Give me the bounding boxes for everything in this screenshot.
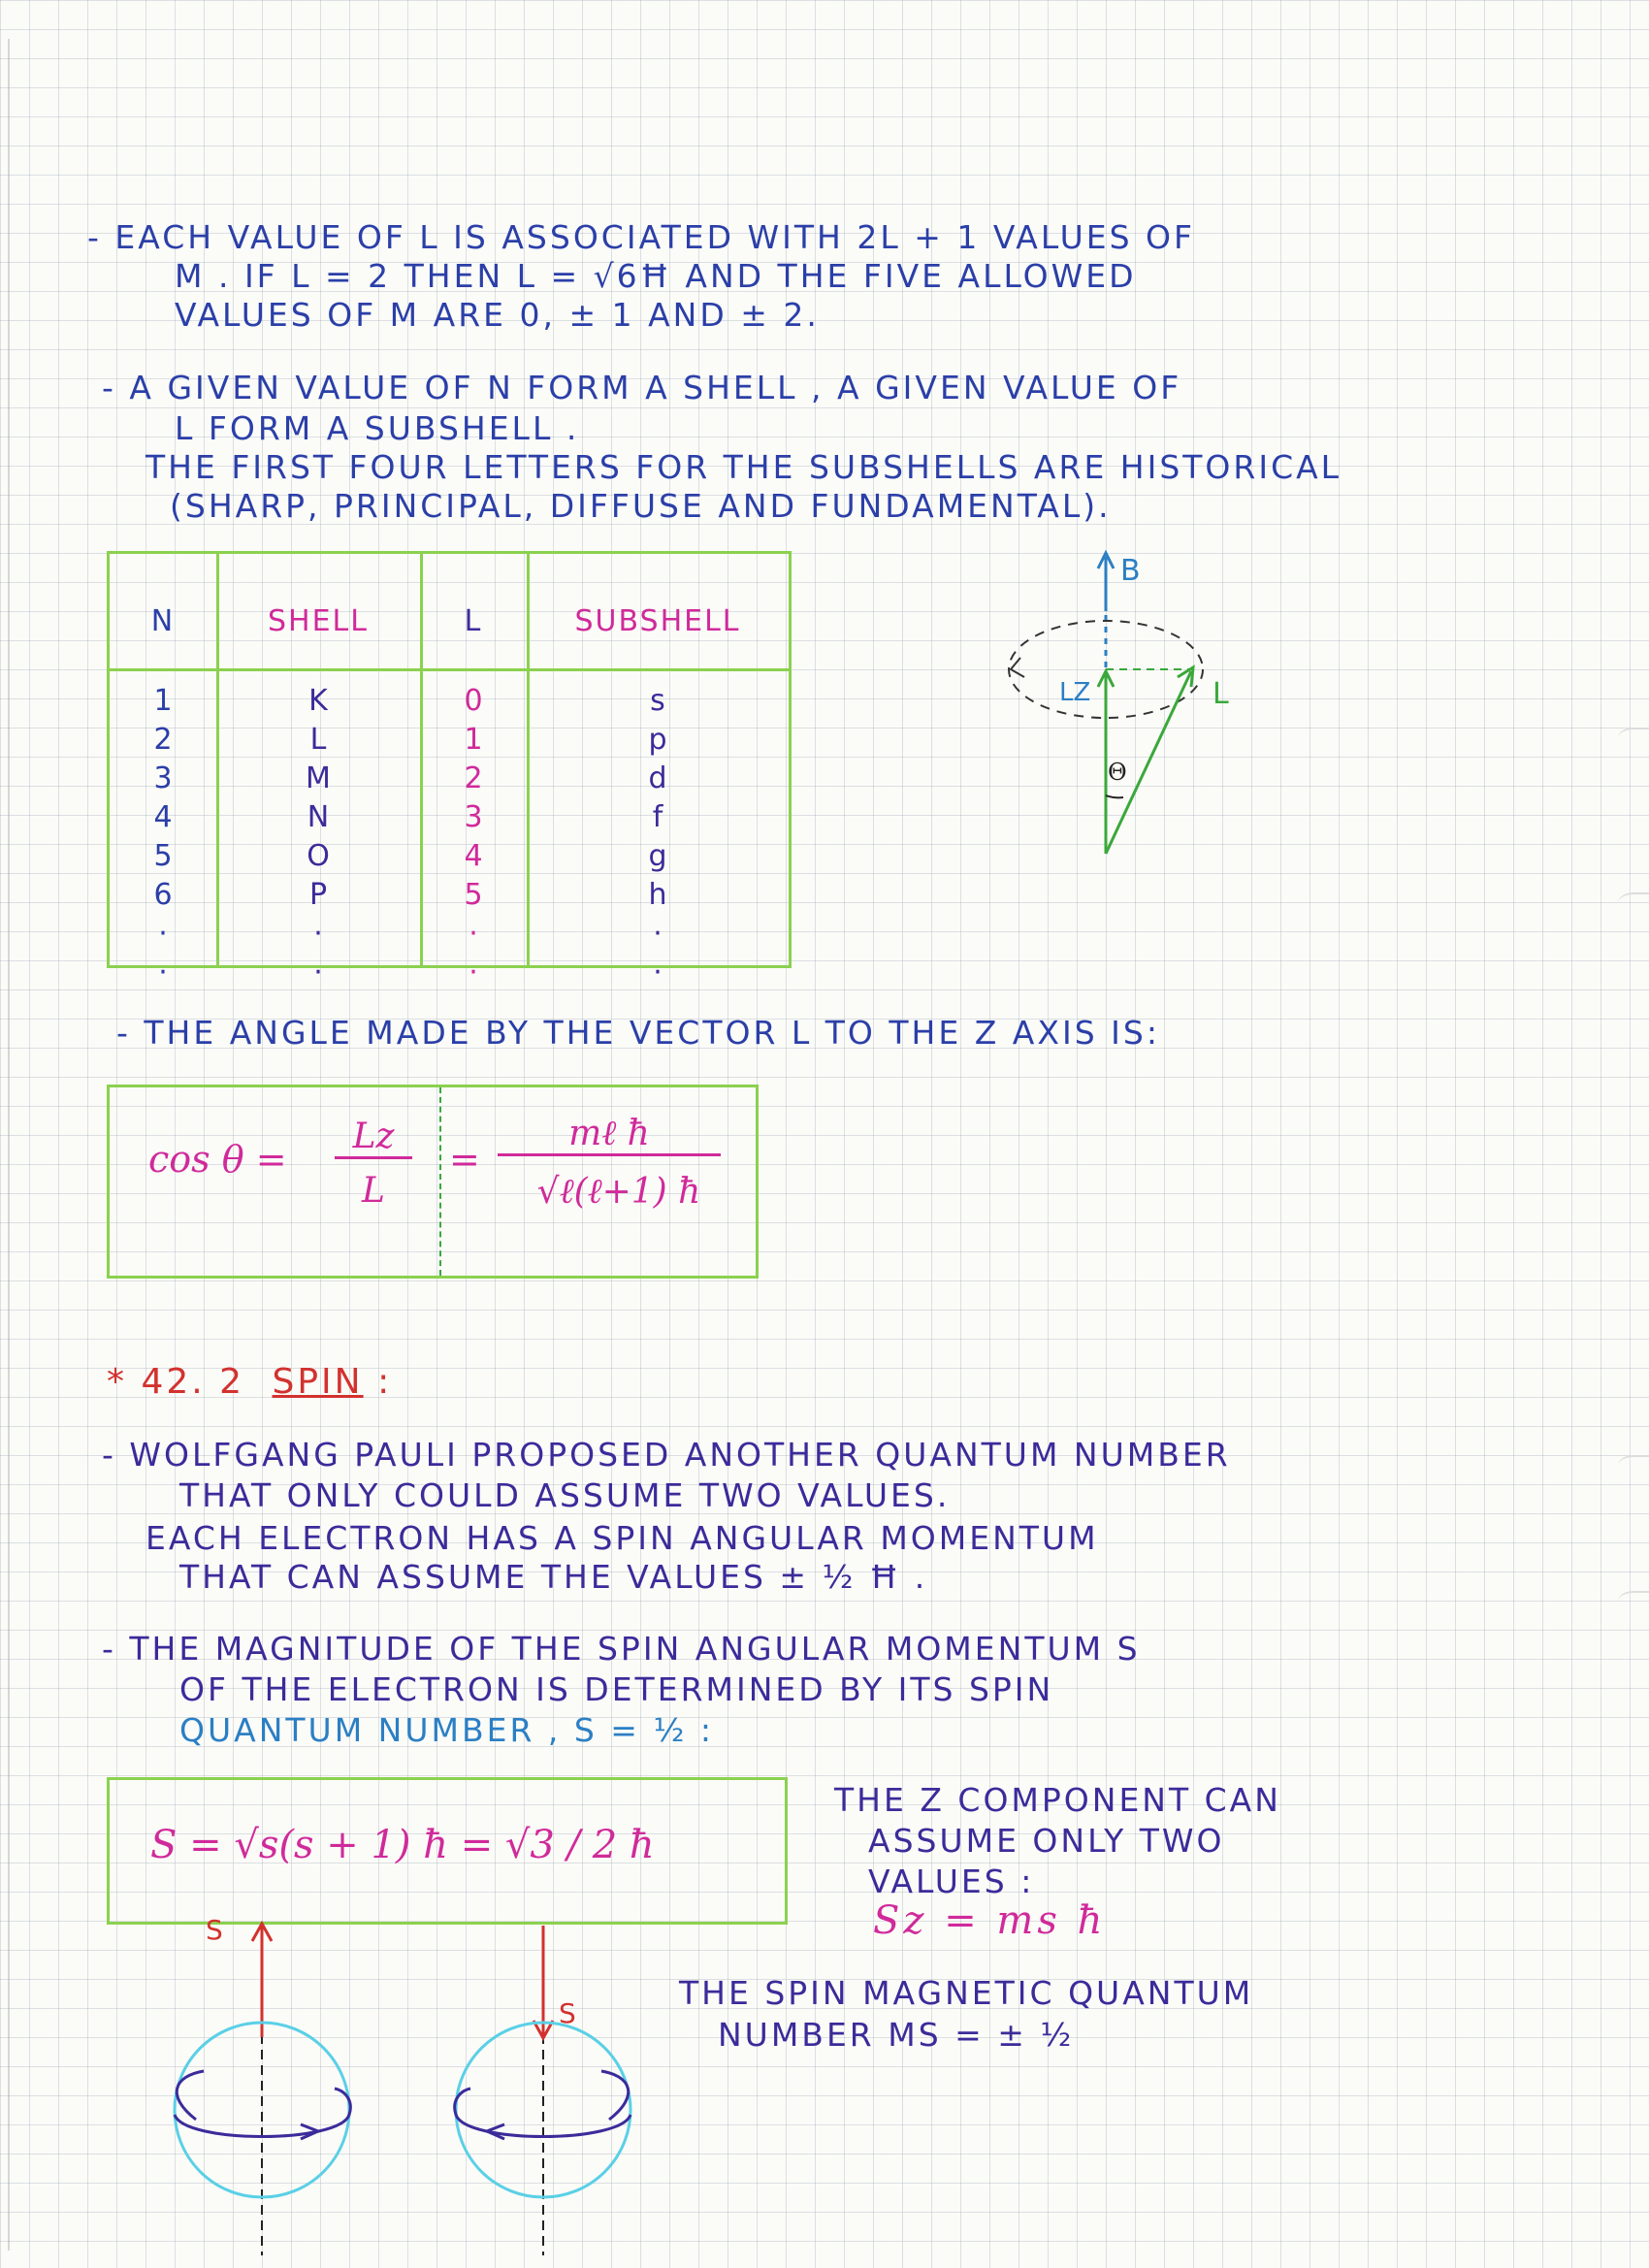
table-cell: 2 — [153, 723, 173, 757]
frac1-numerator: Lz — [335, 1117, 412, 1159]
spin-down-diagram — [427, 1906, 660, 2265]
theta-label: θ — [1108, 759, 1127, 786]
table-cell: 5 — [153, 839, 173, 873]
para5-line1: - THE MAGNITUDE OF THE SPIN ANGULAR MOMENTUM S — [102, 1630, 1141, 1668]
table-cell: 1 — [153, 684, 173, 718]
table-column-n — [110, 682, 216, 992]
spin-down-label: S — [559, 1997, 576, 2029]
cos-formula-box — [107, 1085, 759, 1279]
table-cell: 5 — [464, 878, 483, 912]
table-header-l: L — [464, 604, 483, 638]
para4-line4: THAT CAN ASSUME THE VALUES ± ½ Ħ . — [179, 1558, 928, 1596]
table-cell: · — [469, 956, 478, 989]
table-cell: K — [308, 684, 328, 718]
table-column-l — [420, 682, 527, 992]
para5-line3: QUANTUM NUMBER , S = ½ : — [179, 1711, 715, 1749]
table-cell: d — [648, 761, 667, 795]
table-cell: · — [653, 917, 663, 951]
table-cell: h — [648, 878, 667, 912]
table-cell: 4 — [153, 800, 173, 834]
para4-line1: - WOLFGANG PAULI PROPOSED ANOTHER QUANTUM NUMBER — [102, 1436, 1231, 1474]
section-heading — [107, 1363, 392, 1402]
para4-line3: EACH ELECTRON HAS A SPIN ANGULAR MOMENTUM — [146, 1519, 1099, 1557]
para2-line3: THE FIRST FOUR LETTERS FOR THE SUBSHELLS ARE HISTORICAL — [146, 448, 1342, 486]
table-cell: s — [650, 684, 665, 718]
table-cell: 2 — [464, 761, 483, 795]
z-component-formula: Sz = ms ħ — [873, 1898, 1107, 1943]
cos-theta-lhs: cos θ = — [148, 1138, 287, 1181]
para2-line4: (SHARP, PRINCIPAL, DIFFUSE AND FUNDAMENTAL). — [170, 487, 1112, 525]
table-cell: O — [307, 839, 330, 873]
table-cell: · — [158, 917, 168, 951]
table-header-shell: SHELL — [268, 604, 369, 638]
table-column-subshell — [527, 682, 789, 992]
spin-up-label: S — [206, 1914, 223, 1946]
section-number: * 42. 2 — [107, 1362, 245, 1402]
z-component-line3: VALUES : — [868, 1863, 1035, 1900]
table-header-divider — [110, 668, 789, 671]
table-cell: g — [648, 839, 667, 873]
spin-formula-box — [107, 1777, 788, 1925]
b-label: B — [1120, 554, 1141, 588]
table-header-n: N — [150, 604, 176, 638]
punch-hole — [1618, 1591, 1649, 1612]
para1-line1: - EACH VALUE OF L IS ASSOCIATED WITH 2L + 1 VALUES OF — [87, 218, 1195, 256]
table-cell: p — [648, 723, 667, 757]
table-cell: 3 — [153, 761, 173, 795]
table-cell: 0 — [464, 684, 483, 718]
ms-note-line2: NUMBER MS = ± ½ — [718, 2016, 1075, 2054]
subshell-table — [107, 551, 792, 989]
punch-hole — [1618, 728, 1649, 749]
para3-line1: - THE ANGLE MADE BY THE VECTOR L TO THE Z AXIS IS: — [116, 1014, 1160, 1052]
table-cell: P — [308, 878, 328, 912]
punch-hole — [1618, 892, 1649, 914]
para4-line2: THAT ONLY COULD ASSUME TWO VALUES. — [179, 1476, 951, 1514]
table-cell: 3 — [464, 800, 483, 834]
table-cell: 4 — [464, 839, 483, 873]
electron-sphere — [456, 2023, 630, 2197]
frac2-numerator: mℓ ħ — [498, 1113, 721, 1156]
table-cell: 6 — [153, 878, 173, 912]
spin-up-diagram — [146, 1906, 378, 2265]
page-margin — [8, 39, 10, 2251]
formula-divider — [439, 1087, 441, 1276]
frac1-denominator: L — [362, 1171, 385, 1211]
lz-label: Lz — [1059, 678, 1091, 707]
z-component-line1: THE Z COMPONENT CAN — [834, 1781, 1281, 1819]
z-component-line2: ASSUME ONLY TWO — [868, 1822, 1225, 1860]
table-header-subshell: SUBSHELL — [574, 604, 741, 638]
theta-arc — [1106, 795, 1123, 797]
table-column-shell — [216, 682, 420, 992]
spin-magnitude-formula: S = √s(s + 1) ħ = √3 / 2 ħ — [150, 1823, 655, 1867]
l-label: L — [1212, 677, 1229, 711]
table-cell: · — [653, 956, 663, 989]
angular-momentum-vector-diagram — [970, 543, 1280, 873]
para2-line1: - A GIVEN VALUE OF N FORM A SHELL , A GIVEN VALUE OF — [102, 369, 1182, 406]
para5-line2: OF THE ELECTRON IS DETERMINED BY ITS SPIN — [179, 1670, 1054, 1708]
table-cell: L — [309, 723, 327, 757]
ms-note-line1: THE SPIN MAGNETIC QUANTUM — [679, 1974, 1254, 2012]
precession-arrowhead — [1011, 658, 1024, 677]
electron-sphere — [175, 2023, 349, 2197]
frac2-denominator: √ℓ(ℓ+1) ħ — [536, 1172, 701, 1212]
para2-line2: L FORM A SUBSHELL . — [175, 409, 580, 447]
punch-hole — [1618, 1455, 1649, 1476]
para1-line2: M . IF L = 2 THEN L = √6Ħ AND THE FIVE ALLOWED — [175, 257, 1137, 295]
table-cell: · — [158, 956, 168, 989]
section-colon: : — [377, 1362, 393, 1402]
table-cell: M — [306, 761, 331, 795]
table-cell: 1 — [464, 723, 483, 757]
section-title: SPIN — [272, 1362, 364, 1402]
table-cell: · — [313, 956, 323, 989]
table-cell: · — [313, 917, 323, 951]
table-cell: f — [652, 800, 663, 834]
table-cell: · — [469, 917, 478, 951]
second-equals: = — [449, 1138, 480, 1181]
table-cell: N — [307, 800, 330, 834]
para1-line3: VALUES OF M ARE 0, ± 1 AND ± 2. — [175, 296, 820, 334]
